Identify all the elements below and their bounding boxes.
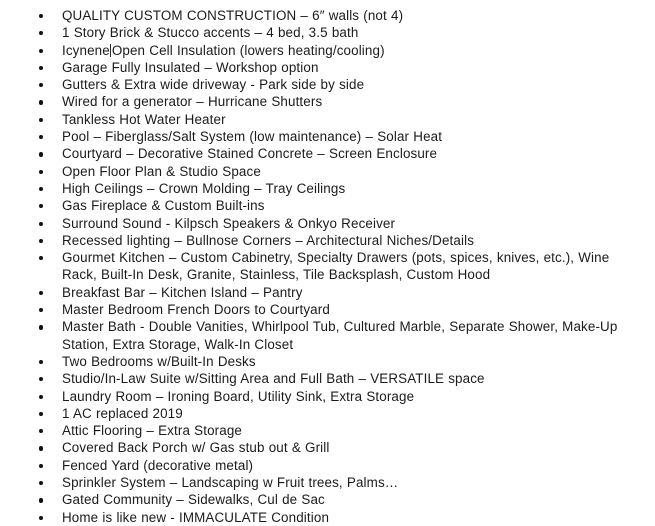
list-item-text: Laundry Room – Ironing Board, Utility Sink, Extra Storage xyxy=(62,388,415,404)
property-feature-list xyxy=(0,7,655,526)
list-item xyxy=(0,509,655,526)
list-item xyxy=(0,24,655,41)
list-item-text: Gas Fireplace & Custom Built-ins xyxy=(62,198,265,214)
list-item-text: Fenced Yard (decorative metal) xyxy=(62,457,254,473)
list-item-text: Gated Community – Sidewalks, Cul de Sac xyxy=(62,492,325,508)
list-item xyxy=(0,405,655,422)
list-item-text: Garage Fully Insulated – Workshop option xyxy=(62,59,319,75)
list-item-text-after-caret: Open Cell Insulation (lowers heating/cooling) xyxy=(111,42,385,58)
list-item-text: Courtyard – Decorative Stained Concrete – Screen Enclosure xyxy=(62,146,438,162)
list-item xyxy=(0,197,655,214)
list-item-text: Two Bedrooms w/Built-In Desks xyxy=(62,353,256,369)
list-item xyxy=(0,163,655,180)
list-item-text: QUALITY CUSTOM CONSTRUCTION – 6″ walls (not 4) xyxy=(62,8,404,23)
list-item-text: Attic Flooring – Extra Storage xyxy=(62,423,242,439)
list-item xyxy=(0,7,655,24)
list-item-text: Sprinkler System – Landscaping w Fruit trees, Palms… xyxy=(62,475,399,491)
list-item xyxy=(0,232,655,249)
list-item-text: Wired for a generator – Hurricane Shutters xyxy=(62,94,323,110)
list-item xyxy=(0,474,655,491)
list-item-text: Surround Sound - Kilpsch Speakers & Onkyo Receiver xyxy=(62,215,396,231)
list-item-text: Covered Back Porch w/ Gas stub out & Grill xyxy=(62,440,330,456)
list-item-text-before-caret: Icynene xyxy=(62,42,110,58)
list-item xyxy=(0,180,655,197)
list-item xyxy=(0,215,655,232)
list-item xyxy=(0,457,655,474)
list-item xyxy=(0,318,655,353)
list-item-text: Open Floor Plan & Studio Space xyxy=(62,163,261,179)
list-item-text: Tankless Hot Water Heater xyxy=(62,111,226,127)
list-item-text xyxy=(62,42,637,59)
list-item-text: Gutters & Extra wide driveway - Park side by side xyxy=(62,77,365,93)
list-item xyxy=(0,491,655,508)
list-item xyxy=(0,111,655,128)
list-item xyxy=(0,284,655,301)
list-item xyxy=(0,42,655,59)
list-item xyxy=(0,249,655,284)
list-item xyxy=(0,370,655,387)
list-item-text: Studio/In-Law Suite w/Sitting Area and Full Bath – VERSATILE space xyxy=(62,371,485,387)
list-item xyxy=(0,388,655,405)
list-item-text: Breakfast Bar – Kitchen Island – Pantry xyxy=(62,284,303,300)
list-item-text: Master Bath - Double Vanities, Whirlpool Tub, Cultured Marble, Separate Shower, Make-Up Station, Extra Storage, Walk-In Closet xyxy=(62,319,618,352)
list-item-text: Pool – Fiberglass/Salt System (low maintenance) – Solar Heat xyxy=(62,129,443,145)
list-item-text: Home is like new - IMMACULATE Condition xyxy=(62,509,330,525)
list-item-text: 1 AC replaced 2019 xyxy=(62,405,183,421)
list-item xyxy=(0,439,655,456)
list-item xyxy=(0,422,655,439)
list-item-text: 1 Story Brick & Stucco accents – 4 bed, 3.5 bath xyxy=(62,25,359,41)
list-item xyxy=(0,128,655,145)
list-item-text: Master Bedroom French Doors to Courtyard xyxy=(62,302,330,318)
list-item xyxy=(0,93,655,110)
list-item-text: High Ceilings – Crown Molding – Tray Ceilings xyxy=(62,180,346,196)
list-item-text: Gourmet Kitchen – Custom Cabinetry, Specialty Drawers (pots, spices, knives, etc.), Wine Rack, Built-In Desk, Granite, Stainless, Tile Backsplash, Custom Hood xyxy=(62,250,610,283)
list-item xyxy=(0,145,655,162)
list-item-text: Recessed lighting – Bullnose Corners – Architectural Niches/Details xyxy=(62,232,475,248)
list-item xyxy=(0,59,655,76)
list-item xyxy=(0,301,655,318)
list-item xyxy=(0,353,655,370)
list-item xyxy=(0,76,655,93)
